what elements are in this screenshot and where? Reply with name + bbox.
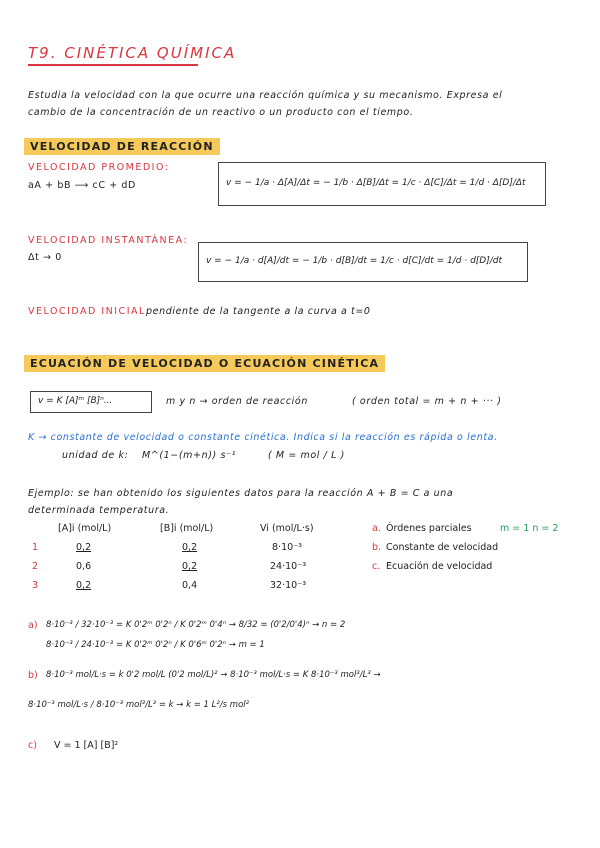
law-note: m y n → orden de reacción <box>166 396 308 407</box>
row-number: 3 <box>32 580 39 591</box>
row-b-value: 0,4 <box>182 580 198 591</box>
rate-law: v = K [A]ᵐ [B]ⁿ... <box>38 396 113 406</box>
page-title: T9. CINÉTICA QUÍMICA <box>28 44 237 62</box>
solution-a-part2: 8·10⁻³ / 24·10⁻³ = K 0'2ᵐ 0'2ⁿ / K 0'6ᵐ 0'2ⁿ → m = 1 <box>46 640 265 650</box>
solution-b-line2: 8·10⁻³ mol/L·s / 8·10⁻³ mol³/L³ = k → k = 1 L²/s mol² <box>28 700 250 710</box>
solution-c-equation: V = 1 [A] [B]² <box>54 740 119 751</box>
question-text: Ecuación de velocidad <box>386 561 493 572</box>
table-header-b: [B]i (mol/L) <box>160 523 214 534</box>
question-text: Constante de velocidad <box>386 542 499 553</box>
row-number: 1 <box>32 542 39 553</box>
instant-condition: Δt → 0 <box>28 252 62 263</box>
question-label: c. <box>372 561 381 572</box>
solution-b-line1: 8·10⁻³ mol/L·s = k 0'2 mol/L (0'2 mol/L)² → 8·10⁻³ mol/L·s = K 8·10⁻³ mol³/L³ → <box>46 670 381 680</box>
orden-total: ( orden total = m + n + ··· ) <box>352 396 502 407</box>
velocidad-inicial-label: VELOCIDAD INICIAL: <box>28 306 151 317</box>
question-label: a. <box>372 523 381 534</box>
table-header-a: [A]i (mol/L) <box>58 523 112 534</box>
question-answer: m = 1 n = 2 <box>500 523 559 534</box>
k-units-label: unidad de k: <box>62 450 129 461</box>
m-definition: ( M = mol / L ) <box>268 450 345 461</box>
question-text: Órdenes parciales <box>386 523 472 534</box>
row-a-value: 0,2 <box>76 542 92 553</box>
reaction-equation: aA + bB ⟶ cC + dD <box>28 180 136 191</box>
intro-line-2: cambio de la concentración de un reactivo o un producto con el tiempo. <box>28 107 414 118</box>
row-b-value: 0,2 <box>182 561 198 572</box>
row-v-value: 8·10⁻³ <box>272 542 302 553</box>
intro-line-1: Estudia la velocidad con la que ocurre una reacción química y su mecanismo. Expresa el <box>28 90 503 101</box>
k-definition: K → constante de velocidad o constante cinética. Indica si la reacción es rápida o lenta. <box>28 432 498 443</box>
velocidad-inicial-text: pendiente de la tangente a la curva a t=0 <box>146 306 371 317</box>
row-b-value: 0,2 <box>182 542 198 553</box>
title-underline <box>28 64 198 66</box>
row-v-value: 24·10⁻³ <box>270 561 307 572</box>
row-a-value: 0,2 <box>76 580 92 591</box>
row-a-value: 0,6 <box>76 561 92 572</box>
instant-formula: v = − 1/a · d[A]/dt = − 1/b · d[B]/dt = 1/c · d[C]/dt = 1/d · d[D]/dt <box>206 256 503 266</box>
velocidad-promedio-label: VELOCIDAD PROMEDIO: <box>28 162 170 173</box>
row-v-value: 32·10⁻³ <box>270 580 307 591</box>
question-label: b. <box>372 542 382 553</box>
section-heading-velocidad: VELOCIDAD DE REACCIÓN <box>24 138 220 155</box>
solution-a-part1: 8·10⁻³ / 32·10⁻³ = K 0'2ᵐ 0'2ⁿ / K 0'2ᵐ 0'4ⁿ → 8/32 = (0'2/0'4)ⁿ → n = 2 <box>46 620 346 630</box>
solution-c-label: c) <box>28 740 37 751</box>
promedio-formula: v = − 1/a · Δ[A]/Δt = − 1/b · Δ[B]/Δt = 1/c · Δ[C]/Δt = 1/d · Δ[D]/Δt <box>226 178 526 188</box>
row-number: 2 <box>32 561 39 572</box>
velocidad-instantanea-label: VELOCIDAD INSTANTÁNEA: <box>28 235 189 246</box>
solution-b-label: b) <box>28 670 38 681</box>
table-header-v: Vi (mol/L·s) <box>260 523 314 534</box>
section-heading-ecuacion: ECUACIÓN DE VELOCIDAD O ECUACIÓN CINÉTICA <box>24 355 385 372</box>
k-units: M^(1−(m+n)) s⁻¹ <box>142 450 237 461</box>
example-intro-2: determinada temperatura. <box>28 505 170 516</box>
solution-a-label: a) <box>28 620 38 631</box>
example-intro-1: Ejemplo: se han obtenido los siguientes datos para la reacción A + B = C a una <box>28 488 454 499</box>
